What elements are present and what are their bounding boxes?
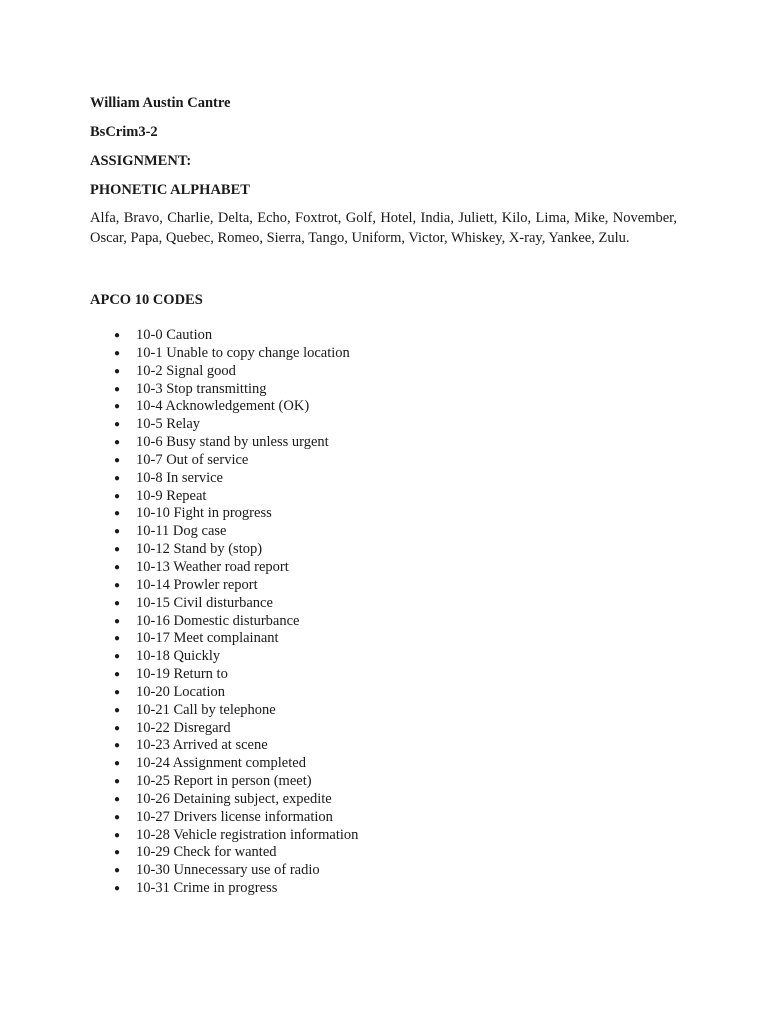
bullet-icon: ●: [114, 865, 121, 877]
code-text: 10-29 Check for wanted: [136, 844, 277, 861]
bullet-icon: ●: [114, 829, 121, 841]
list-item: [90, 345, 677, 363]
list-item: [90, 416, 677, 434]
code-text: 10-19 Return to: [136, 666, 228, 683]
list-item: [90, 773, 677, 791]
bullet-icon: ●: [114, 722, 121, 734]
bullet-icon: ●: [114, 472, 121, 484]
list-item: [90, 684, 677, 702]
code-text: 10-14 Prowler report: [136, 576, 258, 593]
code-text: 10-5 Relay: [136, 416, 201, 433]
list-item: [90, 523, 677, 541]
code-text: 10-15 Civil disturbance: [136, 594, 273, 611]
document-page: [90, 94, 677, 898]
bullet-icon: ●: [114, 651, 121, 663]
bullet-icon: ●: [114, 811, 121, 823]
list-item: [90, 862, 677, 880]
bullet-icon: ●: [114, 615, 121, 627]
code-text: 10-26 Detaining subject, expedite: [136, 790, 332, 807]
list-item: [90, 666, 677, 684]
list-item: [90, 630, 677, 648]
author-name: William Austin Cantre: [90, 95, 231, 111]
code-text: 10-27 Drivers license information: [136, 808, 333, 825]
bullet-icon: ●: [114, 579, 121, 591]
code-text: 10-18 Quickly: [136, 648, 221, 665]
list-item: [90, 720, 677, 738]
bullet-icon: ●: [114, 508, 121, 520]
bullet-icon: ●: [114, 847, 121, 859]
code-text: 10-10 Fight in progress: [136, 505, 272, 522]
list-item: [90, 648, 677, 666]
list-item: [90, 595, 677, 613]
code-text: 10-21 Call by telephone: [136, 701, 276, 718]
list-item: [90, 505, 677, 523]
code-text: 10-9 Repeat: [136, 487, 207, 504]
bullet-icon: ●: [114, 561, 121, 573]
list-item: [90, 791, 677, 809]
list-item: [90, 827, 677, 845]
bullet-icon: ●: [114, 383, 121, 395]
list-item: [90, 559, 677, 577]
code-text: 10-22 Disregard: [136, 719, 231, 736]
bullet-icon: ●: [114, 686, 121, 698]
code-text: 10-8 In service: [136, 469, 223, 486]
list-item: [90, 381, 677, 399]
code-text: 10-7 Out of service: [136, 451, 249, 468]
bullet-icon: ●: [114, 740, 121, 752]
code-text: 10-3 Stop transmitting: [136, 380, 267, 397]
bullet-icon: ●: [114, 526, 121, 538]
bullet-icon: ●: [114, 544, 121, 556]
code-text: 10-28 Vehicle registration information: [136, 826, 359, 843]
list-item: [90, 613, 677, 631]
bullet-icon: ●: [114, 454, 121, 466]
list-item: [90, 702, 677, 720]
bullet-icon: ●: [114, 793, 121, 805]
list-item: [90, 363, 677, 381]
list-item: [90, 327, 677, 345]
section-label: BsCrim3-2: [90, 124, 158, 140]
bullet-icon: ●: [114, 437, 121, 449]
bullet-icon: ●: [114, 633, 121, 645]
code-text: 10-25 Report in person (meet): [136, 773, 312, 790]
bullet-icon: ●: [114, 365, 121, 377]
code-text: 10-24 Assignment completed: [136, 755, 306, 772]
code-text: 10-13 Weather road report: [136, 558, 289, 575]
bullet-icon: ●: [114, 401, 121, 413]
bullet-icon: ●: [114, 347, 121, 359]
list-item: [90, 488, 677, 506]
bullet-icon: ●: [114, 490, 121, 502]
list-item: [90, 470, 677, 488]
apco-codes-list: [90, 327, 677, 898]
list-item: [90, 452, 677, 470]
list-item: [90, 398, 677, 416]
code-text: 10-2 Signal good: [136, 362, 236, 379]
code-text: 10-31 Crime in progress: [136, 880, 278, 897]
code-text: 10-23 Arrived at scene: [136, 737, 268, 754]
code-text: 10-6 Busy stand by unless urgent: [136, 434, 329, 451]
code-text: 10-0 Caution: [136, 327, 213, 343]
code-text: 10-11 Dog case: [136, 523, 227, 540]
bullet-icon: ●: [114, 669, 121, 681]
code-text: 10-12 Stand by (stop): [136, 541, 263, 558]
phonetic-alphabet-text: Alfa, Bravo, Charlie, Delta, Echo, Foxtrot, Golf, Hotel, India, Juliett, Kilo, Lima, Mike, November, Oscar, Papa, Quebec, Romeo, Sierra, Tango, Uniform, Victor, Whiskey, X-ray, Yankee, Zulu.: [90, 210, 677, 246]
list-item: [90, 737, 677, 755]
bullet-icon: ●: [114, 776, 121, 788]
list-item: [90, 434, 677, 452]
code-text: 10-4 Acknowledgement (OK): [136, 398, 310, 415]
bullet-icon: ●: [114, 597, 121, 609]
code-text: 10-30 Unnecessary use of radio: [136, 862, 320, 879]
list-item: [90, 880, 677, 898]
code-text: 10-20 Location: [136, 683, 225, 700]
bullet-icon: ●: [114, 883, 121, 895]
bullet-icon: ●: [114, 419, 121, 431]
code-text: 10-1 Unable to copy change location: [136, 344, 350, 361]
assignment-heading: ASSIGNMENT:: [90, 153, 192, 169]
list-item: [90, 809, 677, 827]
bullet-icon: ●: [114, 758, 121, 770]
bullet-icon: ●: [114, 330, 121, 341]
list-item: [90, 844, 677, 862]
bullet-icon: ●: [114, 704, 121, 716]
phonetic-alphabet-heading: PHONETIC ALPHABET: [90, 182, 250, 198]
code-text: 10-16 Domestic disturbance: [136, 612, 300, 629]
code-text: 10-17 Meet complainant: [136, 630, 279, 647]
list-item: [90, 755, 677, 773]
list-item: [90, 577, 677, 595]
list-item: [90, 541, 677, 559]
apco-codes-heading: APCO 10 CODES: [90, 292, 203, 308]
